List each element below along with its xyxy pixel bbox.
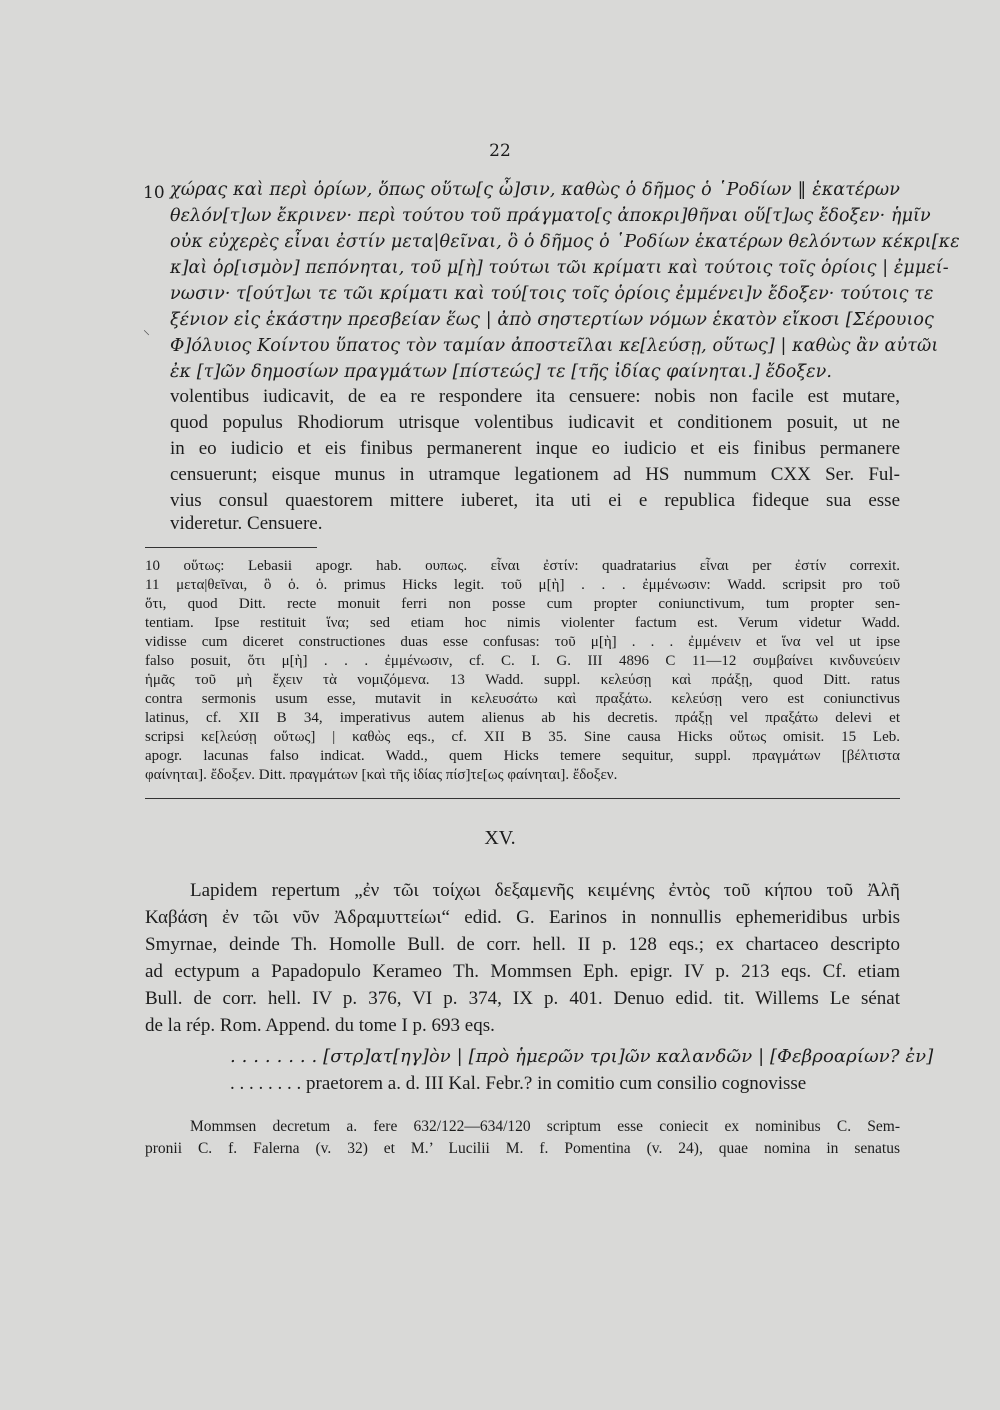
footnote-line: contra sermonis usum esse, mutavit in κελευσάτω καὶ πραξάτω. κελεύσῃ vero est coniunctivus: [145, 691, 900, 707]
page-number: 22: [489, 141, 511, 161]
footnote-line: φαίνηται]. ἔδοξεν. Ditt. πραγμάτων [καὶ τῆς ἰδίας πίσ]τε[ως φαίνηται]. ἔδοξεν.: [145, 767, 618, 783]
intro-line: Smyrnae, deinde Th. Homolle Bull. de corr. hell. II p. 128 eqs.; ex chartaceo descripto: [145, 934, 900, 955]
intro-line: ad ectypum a Papadopulo Kerameo Th. Mommsen Eph. epigr. IV p. 213 eqs. Cf. etiam: [145, 961, 900, 982]
footnote-line: vidisse cum diceret constructiones duas esse confusas: τοῦ μ[ὴ] . . . ἐμμένειν et ἵνα vel ut ipse: [145, 634, 900, 650]
footnote-line: falso posuit, ὅτι μ[ὴ] . . . ἐμμένωσιν, cf. C. I. G. III 4896 C 11—12 συμβαίνει κινδυνεύειν: [145, 653, 900, 669]
line-number: 10: [143, 183, 165, 203]
intro-line: Bull. de corr. hell. IV p. 376, VI p. 374, IX p. 401. Denuo edid. tit. Willems Le sénat: [145, 988, 900, 1009]
footnote-line: scripsi κε[λεύσῃ οὕτως] | καθὼς eqs., cf. XII B 35. Sine causa Hicks οὕτως omisit. 15 Leb.: [145, 729, 900, 745]
footnote-line: tentiam. Ipse restituit ἵνα; sed etiam hoc nimis violenter factum est. Verum videtur Wadd.: [145, 615, 900, 631]
latin-line: volentibus iudicavit, de ea re respondere ita censuere: nobis non facile est mutare,: [170, 386, 900, 407]
intro-line: Lapidem repertum „ἐν τῶι τοίχωι δεξαμενῆς κειμένης ἐντὸς τοῦ κήπου τοῦ Ἀλῆ: [190, 880, 900, 901]
section-footnote-line: pronii C. f. Falerna (v. 32) et M.’ Lucilii M. f. Pomentina (v. 24), quae nomina in senatus: [145, 1140, 900, 1157]
latin-line: in eo iudicio et eis finibus permanerent inque eo iudicio et eis finibus permanere: [170, 438, 900, 459]
section-rule: [145, 798, 900, 799]
intro-line: de la rép. Rom. Append. du tome I p. 693 eqs.: [145, 1015, 495, 1036]
greek-line: Φ]όλυιος Κοίντου ὕπατος τὸν ταμίαν ἀποστεῖλαι κε[λεύσῃ, οὕτως] | καθὼς ἂν αὐτῶι: [170, 336, 939, 356]
greek-line: οὐκ εὐχερὲς εἶναι ἐστίν μετα|θεῖναι, ὃ ὁ δῆμος ὁ ῾Ροδίων ἑκατέρων θελόντων κέκρι[κε: [170, 232, 960, 252]
footnote-line: ἡμᾶς τοῦ μὴ ἔχειν τὰ νομιζόμενα. 13 Wadd. suppl. κελεύσῃ καὶ πράξῃ, quod Ditt. ratus: [145, 672, 900, 688]
footnote-line: 11 μετα|θεῖναι, ὃ ὁ. ὁ. primus Hicks legit. τοῦ μ[ὴ] . . . ἐμμένωσιν: Wadd. scripsit pro τοῦ: [145, 577, 900, 593]
latin-line: videretur. Censuere.: [170, 513, 323, 534]
section-footnote-line: Mommsen decretum a. fere 632/122—634/120 scriptum esse coniecit ex nominibus C. Sem-: [190, 1118, 900, 1135]
footnote-rule: [145, 547, 317, 548]
text-line-greek: . . . . . . . . [στρ]ατ[ηγ]ὸν | [πρὸ ἡμερῶν τρι]ῶν καλανδῶν | [Φεβροαρίων? ἐν]: [230, 1046, 934, 1067]
greek-line: νωσιν· τ[ούτ]ωι τε τῶι κρίματι καὶ τού[τοις τοῖς ὁρίοις ἐμμένει]ν ἔδοξεν· τούτοις τε: [170, 284, 934, 304]
section-heading: XV.: [484, 827, 516, 849]
greek-line: θελόν[τ]ων ἔκρινεν· περὶ τούτου τοῦ πράγματο[ς ἀποκρι]θῆναι οὕ[τ]ως ἔδοξεν· ἡμῖν: [170, 206, 931, 226]
latin-line: quod populus Rhodiorum utrisque volentibus iudicavit et conditionem posuit, ut ne: [170, 412, 900, 433]
footnote-line: 10 οὕτως: Lebasii apogr. hab. ουπως. εἶναι ἐστίν: quadratarius εἶναι per ἐστίν correxit.: [145, 558, 900, 574]
latin-line: censuerunt; eisque munus in utramque legationem ad HS nummum CXX Ser. Ful-: [170, 464, 900, 485]
greek-line: χώρας καὶ περὶ ὁρίων, ὅπως οὕτω[ς ὦ]σιν, καθὼς ὁ δῆμος ὁ ῾Ροδίων ‖ ἑκατέρων: [170, 180, 900, 200]
greek-line: ξένιον εἰς ἑκάστην πρεσβείαν ἕως | ἀπὸ σηστερτίων νόμων ἑκατὸν εἴκοσι [Σέρουιος: [170, 310, 934, 330]
text-line-latin: . . . . . . . . praetorem a. d. III Kal. Febr.? in comitio cum consilio cognovisse: [230, 1073, 807, 1094]
footnote-line: ὅτι, quod Ditt. recte monuit ferri non posse cum propter coniunctivum, tum propter sen-: [145, 596, 900, 612]
intro-line: Καβάση ἐν τῶι νῦν Ἀδραμυττείωι“ edid. G. Earinos in nonnullis ephemeridibus urbis: [145, 907, 900, 928]
greek-line: ἐκ [τ]ῶν δημοσίων πραγμάτων [πίστεώς] τε [τῆς ἰδίας φαίνηται.] ἔδοξεν.: [170, 362, 833, 382]
footnote-line: apogr. lacunas falso indicat. Wadd., quem Hicks temere sequitur, suppl. πραγμάτων [βέλτιστα: [145, 748, 900, 764]
footnote-line: latinus, cf. XII B 34, imperativus autem alienus ab his decretis. πράξῃ vel πραξάτω delevi et: [145, 710, 900, 726]
margin-mark: ⸌: [143, 328, 150, 344]
latin-line: vius consul quaestorem mittere iuberet, ita uti ei e republica fideque sua esse: [170, 490, 900, 511]
greek-line: κ]αὶ ὁρ[ισμὸν] πεπόνηται, τοῦ μ[ὴ] τούτωι τῶι κρίματι καὶ τούτοις τοῖς ὁρίοις | ἐμμεί-: [170, 258, 949, 278]
